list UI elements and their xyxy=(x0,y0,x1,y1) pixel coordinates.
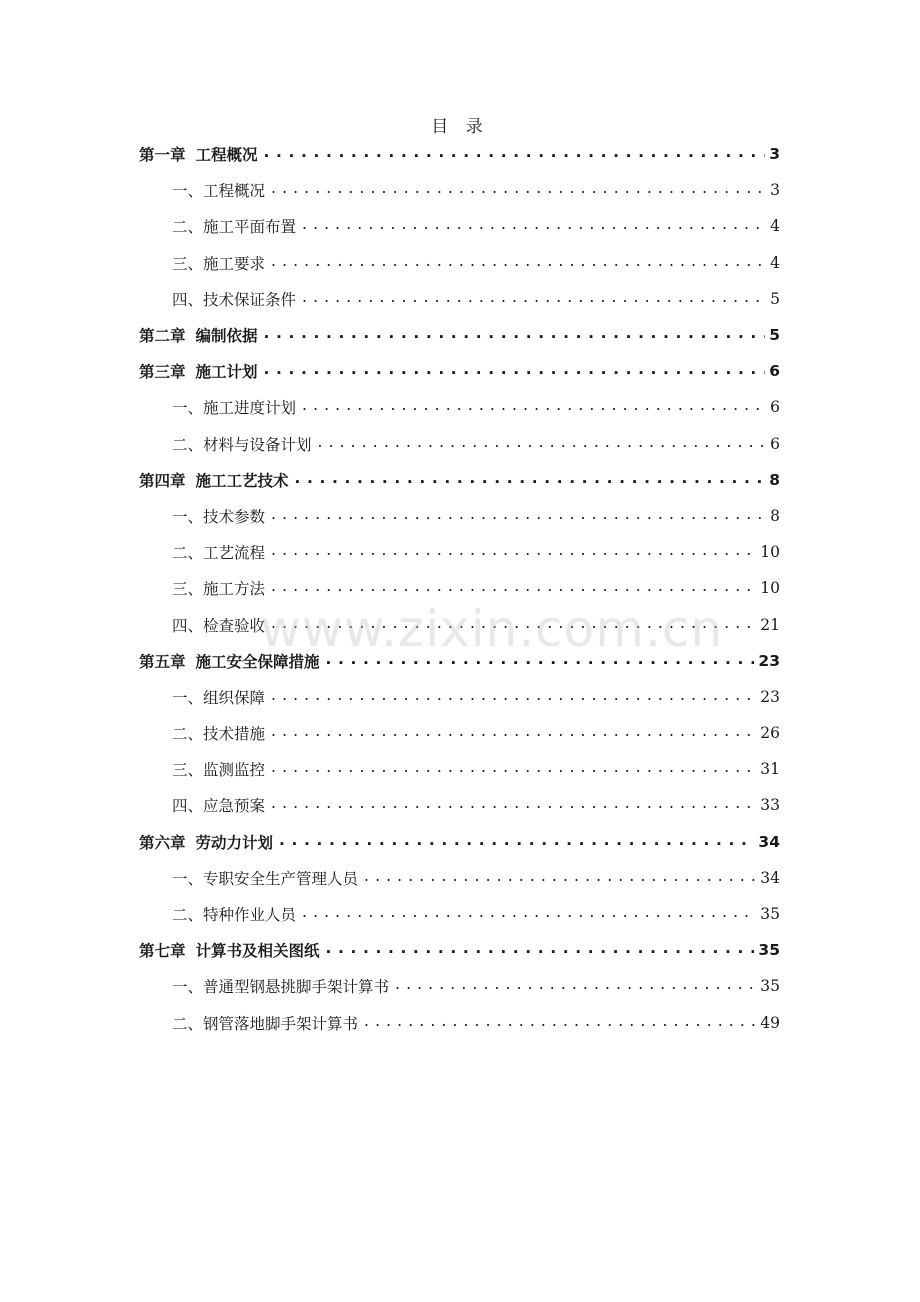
toc-section-entry[interactable] xyxy=(139,570,780,606)
toc-entry-title: 施工计划 xyxy=(195,363,258,382)
toc-page-number: 10 xyxy=(760,579,780,598)
toc-section-entry[interactable] xyxy=(139,896,780,932)
toc-chapter-entry[interactable] xyxy=(139,317,780,353)
toc-entry-title: 一、工程概况 xyxy=(172,182,266,201)
toc-entry-label xyxy=(139,650,326,672)
toc-chapter-entry[interactable] xyxy=(139,932,780,968)
toc-section-entry[interactable] xyxy=(139,968,780,1004)
toc-page-number: 5 xyxy=(770,289,780,308)
toc-entry-title: 劳动力计划 xyxy=(195,833,274,852)
toc-entry-label xyxy=(172,505,271,527)
toc-entry-title: 施工工艺技术 xyxy=(195,471,289,490)
toc-page-number: 8 xyxy=(769,470,780,489)
toc-entry-label xyxy=(172,903,302,925)
toc-page-number: 23 xyxy=(760,687,780,706)
dot-leader xyxy=(271,616,756,634)
dot-leader xyxy=(302,398,766,416)
toc-page-number: 6 xyxy=(769,362,780,381)
dot-leader xyxy=(271,543,756,561)
watermark: www.zixin.com.cn xyxy=(260,600,724,658)
toc-entry-label xyxy=(139,831,279,853)
dot-leader xyxy=(295,471,766,489)
chapter-number: 第二章 xyxy=(139,327,186,346)
toc-entry-label xyxy=(172,686,271,708)
toc-entry-title: 计算书及相关图纸 xyxy=(195,942,320,961)
toc-entry-title: 一、施工进度计划 xyxy=(172,399,297,418)
toc-section-entry[interactable] xyxy=(139,860,780,896)
toc-entry-title: 三、施工方法 xyxy=(172,580,266,599)
toc-entry-label xyxy=(172,433,318,455)
toc-section-entry[interactable] xyxy=(139,606,780,642)
toc-entry-label xyxy=(139,360,264,382)
dot-leader xyxy=(271,507,766,525)
toc-page-number: 6 xyxy=(770,398,780,417)
toc-entry-title: 四、应急预案 xyxy=(172,797,266,816)
dot-leader xyxy=(264,362,766,380)
toc-entry-title: 二、工艺流程 xyxy=(172,544,266,563)
dot-leader xyxy=(279,833,754,851)
toc-entry-title: 二、钢管落地脚手架计算书 xyxy=(172,1014,359,1033)
toc-entry-title: 一、专职安全生产管理人员 xyxy=(172,869,359,888)
toc-page-number: 33 xyxy=(760,796,780,815)
toc-page-number: 21 xyxy=(760,615,780,634)
toc-entry-label xyxy=(172,541,271,563)
toc-page-number: 49 xyxy=(760,1013,780,1032)
dot-leader xyxy=(326,941,755,959)
toc-section-entry[interactable] xyxy=(139,208,780,244)
toc-entry-label xyxy=(172,215,302,237)
toc-page-number: 3 xyxy=(770,181,780,200)
toc-entry-label xyxy=(139,469,295,491)
toc-entry-title: 工程概况 xyxy=(195,146,258,165)
dot-leader xyxy=(271,724,756,742)
dot-leader xyxy=(326,652,755,670)
toc-entry-label xyxy=(172,577,271,599)
toc-chapter-entry[interactable] xyxy=(139,824,780,860)
dot-leader xyxy=(395,977,756,995)
toc-section-entry[interactable] xyxy=(139,534,780,570)
dot-leader xyxy=(271,688,756,706)
toc-entry-label xyxy=(172,722,271,744)
dot-leader xyxy=(271,760,756,778)
toc-section-entry[interactable] xyxy=(139,1005,780,1041)
dot-leader xyxy=(264,326,766,344)
chapter-number: 第七章 xyxy=(139,942,186,961)
toc-entry-label xyxy=(172,179,271,201)
chapter-number: 第三章 xyxy=(139,363,186,382)
toc-page-number: 34 xyxy=(758,832,780,851)
toc-entry-title: 四、检查验收 xyxy=(172,616,266,635)
toc-entry-title: 一、组织保障 xyxy=(172,688,266,707)
toc-entry-label xyxy=(172,396,302,418)
toc-entry-label xyxy=(172,794,271,816)
toc-page-number: 23 xyxy=(758,651,780,670)
toc-section-entry[interactable] xyxy=(139,679,780,715)
toc-chapter-entry[interactable] xyxy=(139,353,780,389)
toc-entry-label xyxy=(172,867,364,889)
toc-entry-label xyxy=(172,288,302,310)
toc-entry-title: 二、材料与设备计划 xyxy=(172,435,312,454)
toc-entry-title: 二、施工平面布置 xyxy=(172,218,297,237)
toc-page-number: 6 xyxy=(770,434,780,453)
toc-page-number: 31 xyxy=(760,760,780,779)
dot-leader xyxy=(318,435,767,453)
toc-section-entry[interactable] xyxy=(139,715,780,751)
toc-section-entry[interactable] xyxy=(139,281,780,317)
toc-page-number: 4 xyxy=(770,217,780,236)
chapter-number: 第五章 xyxy=(139,652,186,671)
dot-leader xyxy=(302,905,756,923)
toc-entry-label xyxy=(172,252,271,274)
toc-section-entry[interactable] xyxy=(139,426,780,462)
toc-entry-label xyxy=(139,324,264,346)
toc-entry-title: 一、普通型钢悬挑脚手架计算书 xyxy=(172,978,390,997)
toc-page-number: 10 xyxy=(760,543,780,562)
dot-leader xyxy=(271,796,756,814)
toc-entry-label xyxy=(172,758,271,780)
toc-page-number: 4 xyxy=(770,253,780,272)
toc-section-entry[interactable] xyxy=(139,245,780,281)
toc-chapter-entry[interactable] xyxy=(139,643,780,679)
toc-page-number: 35 xyxy=(760,905,780,924)
dot-leader xyxy=(364,869,756,887)
toc-entry-title: 三、施工要求 xyxy=(172,254,266,273)
toc-page-number: 34 xyxy=(760,868,780,887)
toc-page-number: 5 xyxy=(769,326,780,345)
toc-entry-title: 二、技术措施 xyxy=(172,725,266,744)
toc-section-entry[interactable] xyxy=(139,172,780,208)
toc-entry-title: 四、技术保证条件 xyxy=(172,290,297,309)
toc-page-number: 26 xyxy=(760,724,780,743)
toc-entry-title: 一、技术参数 xyxy=(172,507,266,526)
chapter-number: 第一章 xyxy=(139,146,186,165)
toc-page-number: 8 xyxy=(770,506,780,525)
dot-leader xyxy=(271,579,756,597)
toc-section-entry[interactable] xyxy=(139,751,780,787)
toc-entry-title: 二、特种作业人员 xyxy=(172,906,297,925)
toc-entry-label xyxy=(172,614,271,636)
toc-section-entry[interactable] xyxy=(139,787,780,823)
toc-page-number: 35 xyxy=(760,977,780,996)
toc-entry-label xyxy=(172,1012,364,1034)
toc-section-entry[interactable] xyxy=(139,389,780,425)
dot-leader xyxy=(302,217,766,235)
toc-page-number: 3 xyxy=(769,145,780,164)
toc-page-number: 35 xyxy=(758,941,780,960)
table-of-contents xyxy=(139,136,780,1041)
chapter-number: 第六章 xyxy=(139,833,186,852)
toc-entry-label xyxy=(172,975,395,997)
page-title: 目 录 xyxy=(431,117,489,137)
dot-leader xyxy=(271,181,766,199)
toc-entry-label xyxy=(139,143,264,165)
chapter-number: 第四章 xyxy=(139,471,186,490)
toc-entry-label xyxy=(139,939,326,961)
toc-chapter-entry[interactable] xyxy=(139,462,780,498)
dot-leader xyxy=(302,290,766,308)
toc-entry-title: 三、监测监控 xyxy=(172,761,266,780)
dot-leader xyxy=(271,254,766,272)
dot-leader xyxy=(264,145,766,163)
toc-chapter-entry[interactable] xyxy=(139,136,780,172)
toc-entry-title: 施工安全保障措施 xyxy=(195,652,320,671)
dot-leader xyxy=(364,1014,756,1032)
toc-entry-title: 编制依据 xyxy=(195,327,258,346)
toc-section-entry[interactable] xyxy=(139,498,780,534)
